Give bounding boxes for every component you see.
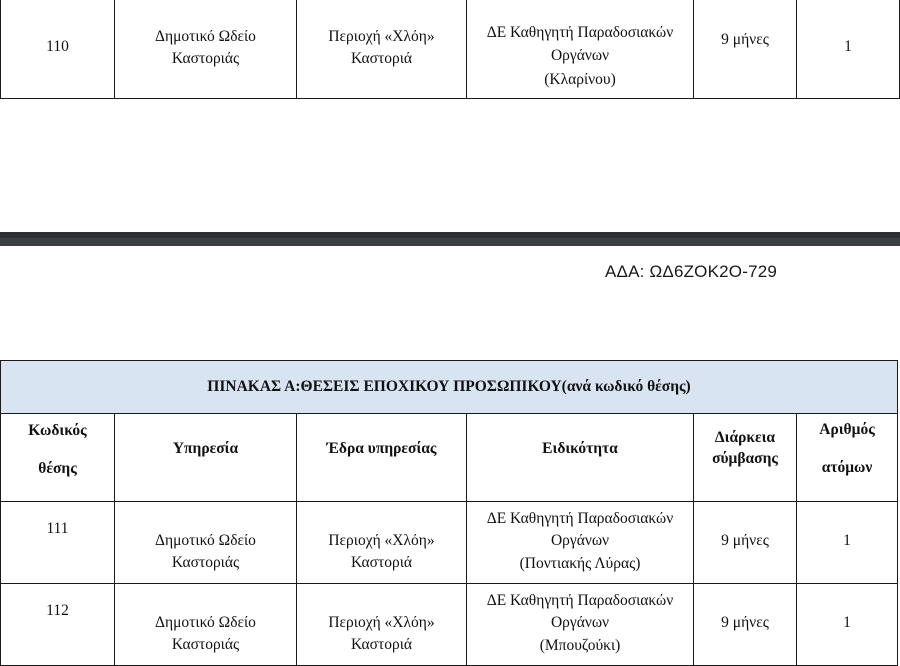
page-break-divider: [0, 232, 900, 246]
persons-cell: 1: [797, 0, 900, 99]
service-cell: Δημοτικό Ωδείο Καστοριάς: [115, 584, 297, 666]
specialty-cell: ΔΕ Καθηγητή Παραδοσιακών Οργάνων (Κλαρίνου): [467, 0, 694, 99]
table-header-row: [1, 414, 898, 502]
persons-cell: 1: [797, 502, 898, 584]
table-title-row: [1, 361, 898, 414]
table-row: [1, 502, 898, 584]
duration-cell: 9 μήνες: [694, 584, 797, 666]
header-service: Υπηρεσία: [115, 414, 297, 502]
service-cell: Δημοτικό Ωδείο Καστοριάς: [115, 502, 297, 584]
ada-code: ΑΔΑ: ΩΔ6ΖΟΚ2Ο-729: [605, 262, 778, 281]
table-title: ΠΙΝΑΚΑΣ Α:ΘΕΣΕΙΣ ΕΠΟΧΙΚΟΥ ΠΡΟΣΩΠΙΚΟΥ(ανά κωδικό θέσης): [1, 361, 898, 414]
header-persons: Αριθμός ατόμων: [797, 414, 898, 502]
specialty-cell: ΔΕ Καθηγητή Παραδοσιακών Οργάνων (Μπουζούκι): [467, 584, 694, 666]
code-cell: 112: [1, 584, 115, 666]
duration-cell: 9 μήνες: [694, 502, 797, 584]
header-location: Έδρα υπηρεσίας: [297, 414, 467, 502]
code-cell: 110: [1, 0, 115, 99]
location-cell: Περιοχή «Χλόη» Καστοριά: [297, 0, 467, 99]
table-row: [1, 584, 898, 666]
header-code: Κωδικός θέσης: [1, 414, 115, 502]
header-duration: Διάρκεια σύμβασης: [694, 414, 797, 502]
code-cell: 111: [1, 502, 115, 584]
location-cell: Περιοχή «Χλόη» Καστοριά: [297, 584, 467, 666]
service-cell: Δημοτικό Ωδείο Καστοριάς: [115, 0, 297, 99]
location-cell: Περιοχή «Χλόη» Καστοριά: [297, 502, 467, 584]
document-page-bottom: [0, 246, 900, 661]
specialty-cell: ΔΕ Καθηγητή Παραδοσιακών Οργάνων (Ποντιακής Λύρας): [467, 502, 694, 584]
positions-table-continued: [0, 0, 900, 99]
document-page-top: [0, 0, 900, 232]
header-specialty: Ειδικότητα: [467, 414, 694, 502]
positions-table: [0, 360, 898, 666]
persons-cell: 1: [797, 584, 898, 666]
table-row: [1, 0, 900, 99]
duration-cell: 9 μήνες: [694, 0, 797, 99]
